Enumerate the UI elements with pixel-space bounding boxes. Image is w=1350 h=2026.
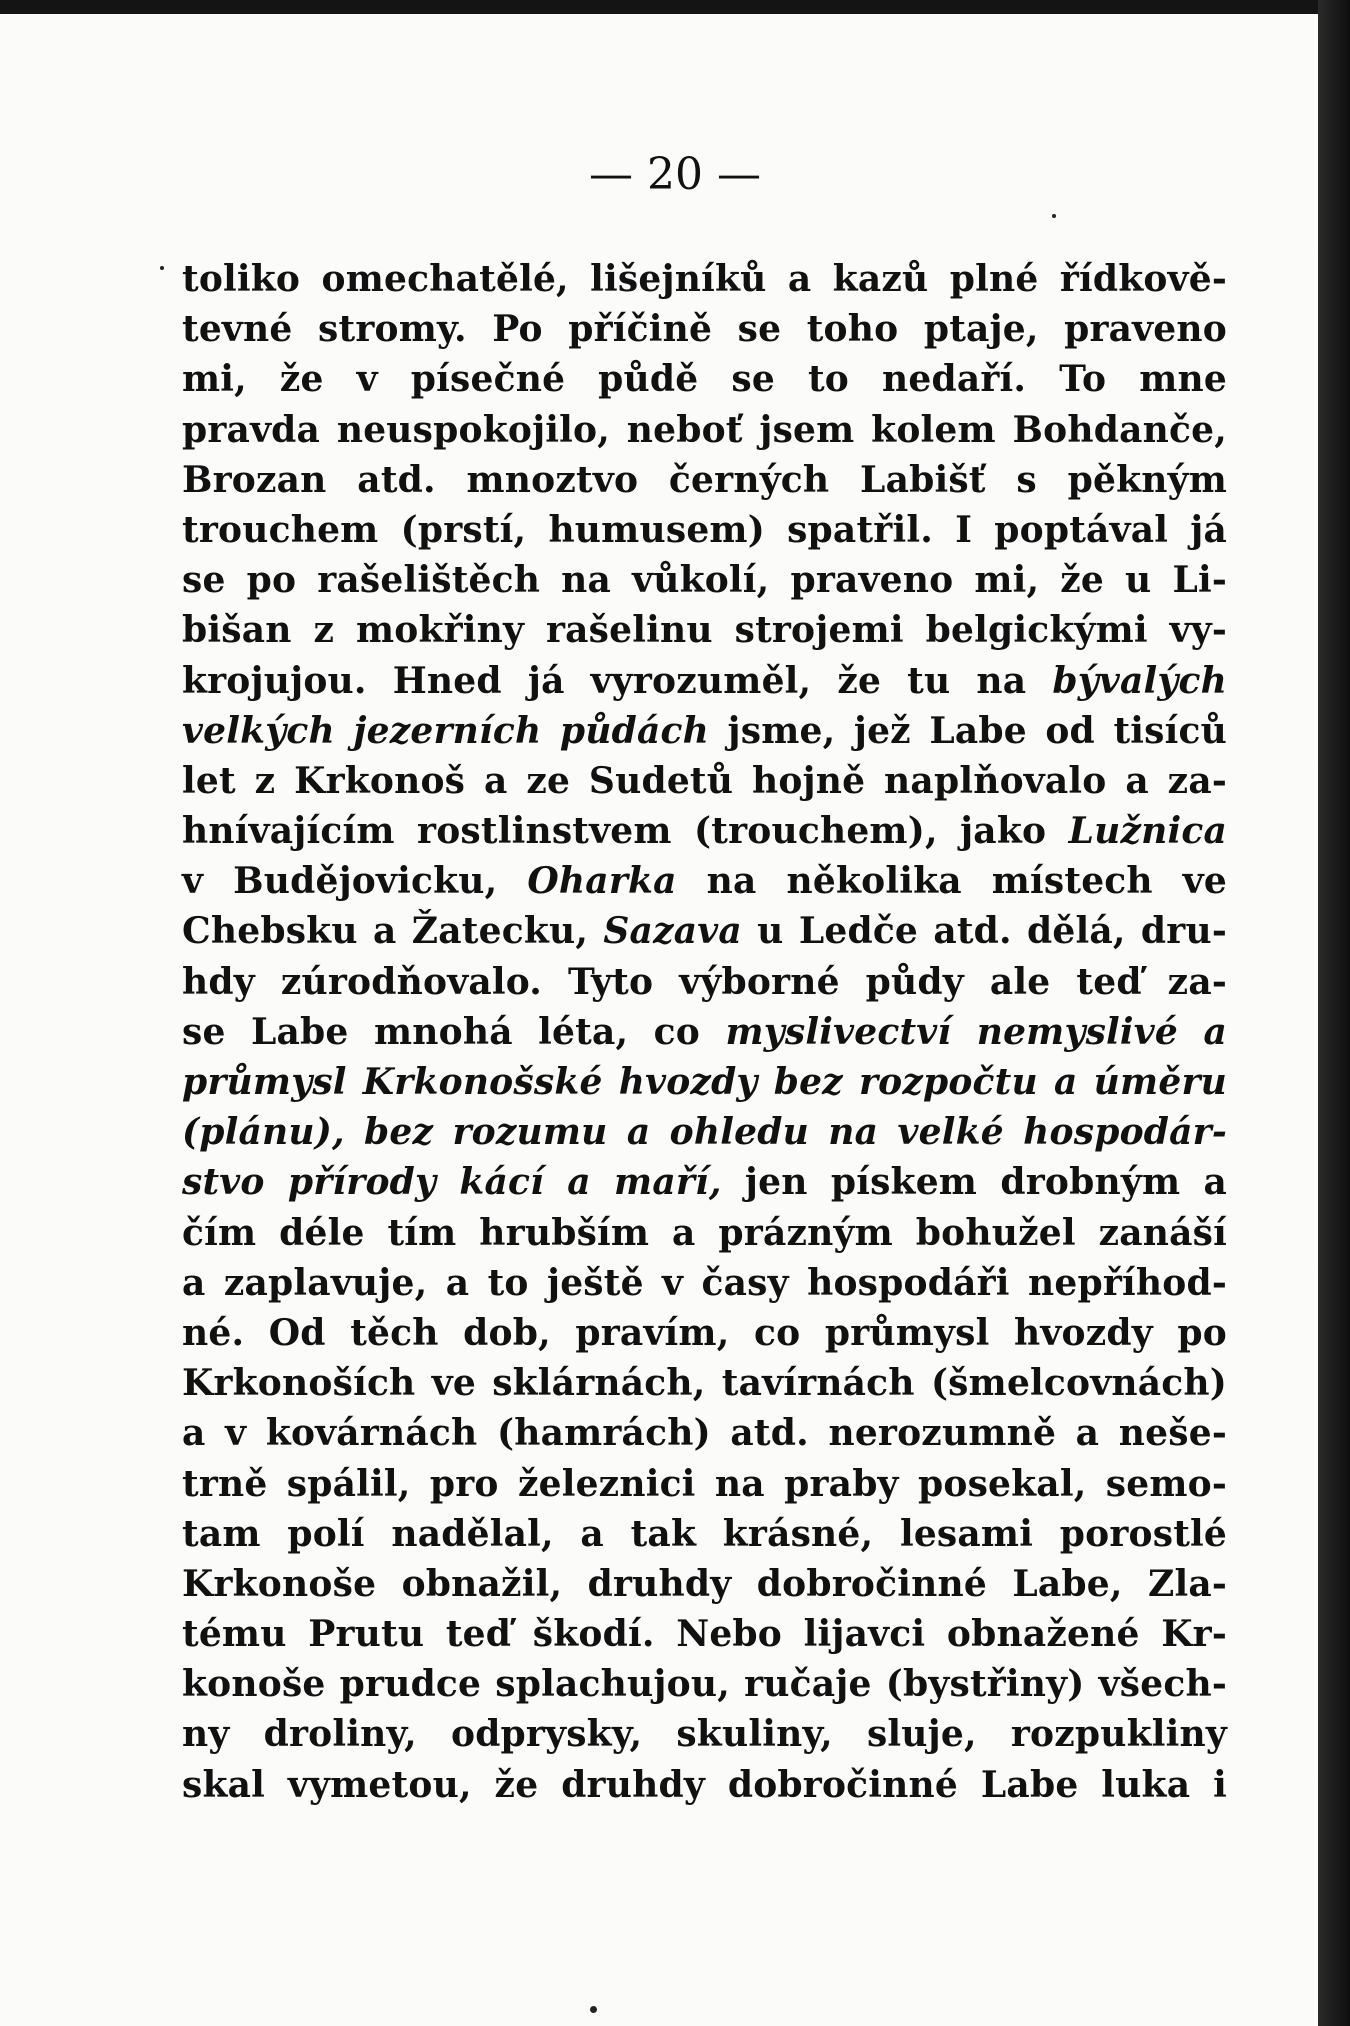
italic-text: myslivectví nemyslivé a bbox=[725, 1010, 1227, 1053]
text-segment: mi, že v písečné půdě se to nedaří. To mne bbox=[182, 358, 1227, 401]
text-line bbox=[182, 555, 1227, 605]
text-line bbox=[182, 656, 1227, 706]
text-line bbox=[182, 1157, 1227, 1207]
text-segment: hdy zúrodňovalo. Tyto výborné půdy ale teď za- bbox=[182, 960, 1227, 1003]
text-line bbox=[182, 505, 1227, 555]
text-segment: konoše prudce splachujou, ručaje (bystřiny) všech- bbox=[182, 1663, 1227, 1706]
text-line bbox=[182, 455, 1227, 505]
italic-text: Sazava bbox=[603, 910, 742, 953]
text-segment: na několika místech ve bbox=[676, 860, 1227, 903]
text-segment: tam polí nadělal, a tak krásné, lesami porostlé bbox=[182, 1512, 1227, 1555]
text-line bbox=[182, 605, 1227, 655]
text-segment: hnívajícím rostlinstvem (trouchem), jako bbox=[182, 810, 1069, 853]
text-segment: trouchem (prstí, humusem) spatřil. I poptával já bbox=[182, 508, 1227, 551]
text-line bbox=[182, 1408, 1227, 1458]
print-speck bbox=[1052, 214, 1056, 218]
text-line bbox=[182, 1007, 1227, 1057]
text-line bbox=[182, 1709, 1227, 1759]
italic-text: průmysl Krkonošské hvozdy bez rozpočtu a úměru bbox=[182, 1061, 1227, 1103]
text-line bbox=[182, 1208, 1227, 1258]
page-edge bbox=[1318, 0, 1350, 2026]
italic-text: (plánu), bez rozumu a ohledu na velké hospodár- bbox=[182, 1111, 1227, 1154]
text-line bbox=[182, 1559, 1227, 1609]
text-segment: ny droliny, odprysky, skuliny, sluje, rozpukliny bbox=[182, 1713, 1227, 1756]
text-segment: skal vymetou, že druhdy dobročinné Labe luka i bbox=[182, 1763, 1227, 1806]
text-segment: pravda neuspokojilo, neboť jsem kolem Bohdanče, bbox=[182, 408, 1227, 451]
text-segment: tému Prutu teď škodí. Nebo lijavci obnažené Kr- bbox=[182, 1613, 1227, 1656]
text-line bbox=[182, 706, 1227, 756]
text-line bbox=[182, 1760, 1227, 1810]
text-line bbox=[182, 957, 1227, 1007]
text-segment: let z Krkonoš a ze Sudetů hojně naplňovalo a za- bbox=[182, 759, 1227, 802]
text-segment: Brozan atd. mnoztvo černých Labišť s pěkným bbox=[182, 458, 1227, 501]
text-segment: Krkonoše obnažil, druhdy dobročinné Labe, Zla- bbox=[182, 1562, 1227, 1605]
text-segment: tevné stromy. Po příčině se toho ptaje, praveno bbox=[182, 308, 1227, 351]
text-line bbox=[182, 354, 1227, 404]
text-segment: a v kovárnách (hamrách) atd. nerozumně a neše- bbox=[182, 1412, 1227, 1455]
text-line bbox=[182, 405, 1227, 455]
text-segment: trně spálil, pro železnici na praby posekal, semo- bbox=[182, 1462, 1227, 1505]
text-line bbox=[182, 1659, 1227, 1709]
text-line bbox=[182, 1459, 1227, 1509]
text-segment: a zaplavuje, a to ještě v časy hospodáři nepříhod- bbox=[182, 1261, 1227, 1304]
text-line bbox=[182, 1107, 1227, 1157]
text-segment: Krkonoších ve sklárnách, tavírnách (šmelcovnách) bbox=[182, 1362, 1227, 1405]
text-line bbox=[182, 1258, 1227, 1308]
text-line bbox=[182, 1358, 1227, 1408]
italic-text: Oharka bbox=[527, 860, 677, 903]
page-number: — 20 — bbox=[589, 149, 761, 200]
text-line bbox=[182, 1509, 1227, 1559]
text-line bbox=[182, 1308, 1227, 1358]
text-segment: bišan z mokřiny rašelinu strojemi belgickými vy- bbox=[182, 609, 1227, 652]
italic-text: velkých jezerních půdách bbox=[182, 709, 709, 752]
text-line bbox=[182, 856, 1227, 906]
text-line bbox=[182, 1609, 1227, 1659]
print-speck bbox=[160, 266, 164, 270]
text-segment: se po rašelištěch na vůkolí, praveno mi, že u Li- bbox=[182, 559, 1227, 602]
text-segment: krojujou. Hned já vyrozuměl, že tu na bbox=[182, 659, 1053, 702]
italic-text: bývalých bbox=[1052, 659, 1227, 702]
body-text bbox=[182, 254, 1227, 1810]
text-segment: Chebsku a Žatecku, bbox=[182, 910, 604, 953]
text-line bbox=[182, 1057, 1227, 1107]
text-line bbox=[182, 304, 1227, 354]
text-line bbox=[182, 806, 1227, 856]
text-segment: se Labe mnohá léta, co bbox=[182, 1010, 726, 1053]
text-segment: né. Od těch dob, pravím, co průmysl hvozdy po bbox=[182, 1311, 1227, 1354]
text-segment: jen pískem drobným a bbox=[721, 1161, 1227, 1204]
italic-text: stvo přírody kácí a maří, bbox=[182, 1161, 722, 1204]
text-segment: toliko omechatělé, lišejníků a kazů plné řídkově- bbox=[182, 258, 1227, 300]
italic-text: Lužnica bbox=[1068, 810, 1227, 853]
print-speck bbox=[590, 2006, 597, 2013]
text-line bbox=[182, 906, 1227, 956]
text-segment: jsme, jež Labe od tisíců bbox=[709, 709, 1227, 752]
text-segment: u Ledče atd. dělá, dru- bbox=[741, 910, 1227, 953]
text-segment: v Budějovicku, bbox=[182, 860, 528, 903]
text-line bbox=[182, 254, 1227, 304]
text-line bbox=[182, 756, 1227, 806]
text-segment: čím déle tím hrubším a prázným bohužel zanáší bbox=[182, 1211, 1227, 1254]
